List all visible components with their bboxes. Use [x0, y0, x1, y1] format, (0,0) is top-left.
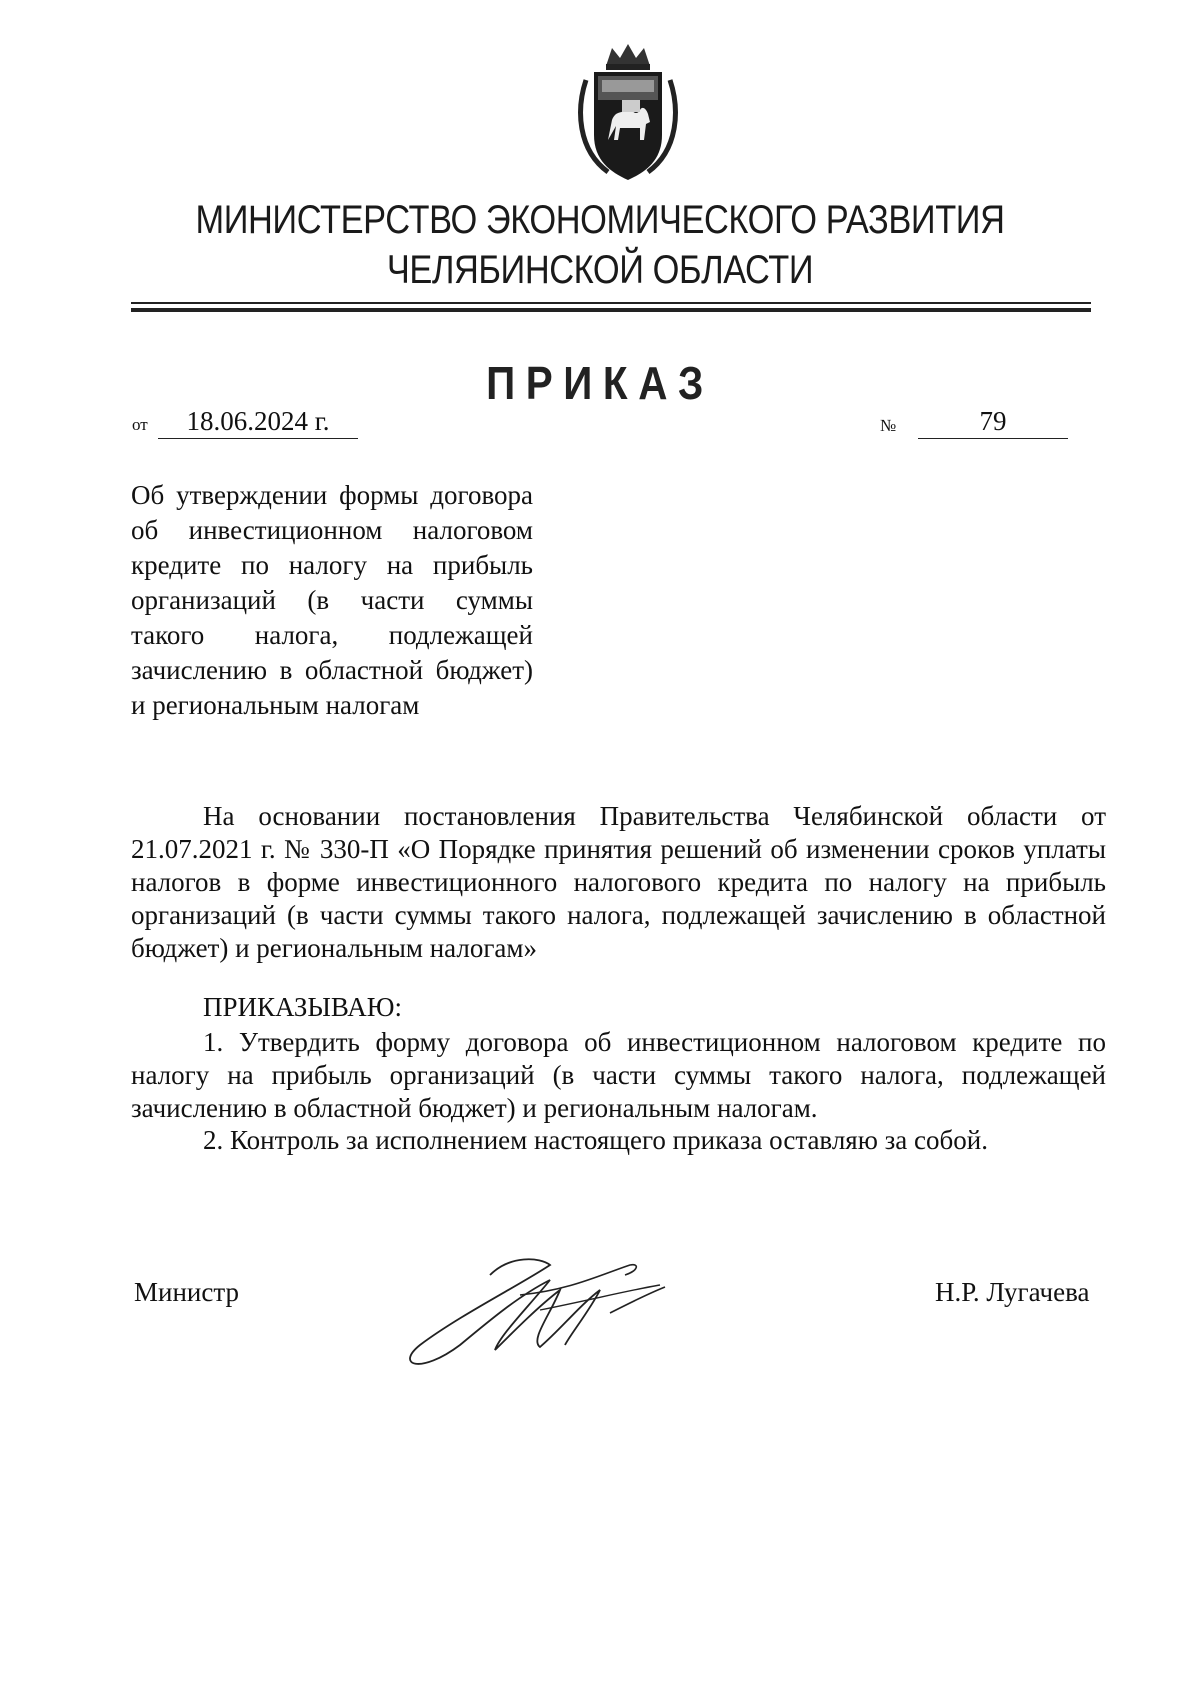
header-divider-thin — [131, 302, 1091, 304]
order-item-2: 2. Контроль за исполнением настоящего приказа оставляю за собой. — [203, 1125, 988, 1155]
signatory-title: Министр — [134, 1277, 239, 1307]
basis-paragraph: На основании постановления Правительства Челябинской области от 21.07.2021 г. № 330-П «О Порядке принятия решений об изменении сроков уплаты налогов в форме инвестиционного налогового кредита по налогу на прибыль организаций (в части суммы такого налога, подлежащей зачислению в областной бюджет) и региональным налогам» — [131, 801, 1106, 963]
ministry-name-line2: ЧЕЛЯБИНСКОЙ ОБЛАСТИ — [386, 248, 814, 292]
signatory-name: Н.Р. Лугачева — [935, 1277, 1090, 1307]
handwritten-signature-icon — [400, 1235, 710, 1365]
order-date: 18.06.2024 г. — [158, 404, 358, 439]
document-type-title: ПРИКАЗ — [486, 357, 714, 409]
orders-heading: ПРИКАЗЫВАЮ: — [203, 992, 402, 1022]
date-label: от — [132, 415, 148, 434]
order-subject: Об утверждении формы договора об инвестиционном налоговом кредите по налогу на прибыль организаций (в части суммы такого налога, подлежащей зачислению в областной бюджет) и региональным налогам — [131, 480, 533, 720]
number-label: № — [880, 416, 897, 435]
order-number: 79 — [918, 404, 1068, 439]
header-divider-thick — [131, 308, 1091, 312]
ministry-name-line1: МИНИСТЕРСТВО ЭКОНОМИЧЕСКОГО РАЗВИТИЯ — [195, 198, 1005, 242]
coat-of-arms-icon — [568, 40, 688, 190]
order-item-1: 1. Утвердить форму договора об инвестиционном налоговом кредите по налогу на прибыль организаций (в части суммы такого налога, подлежащей зачислению в областной бюджет) и региональным налогам. — [131, 1027, 1106, 1123]
